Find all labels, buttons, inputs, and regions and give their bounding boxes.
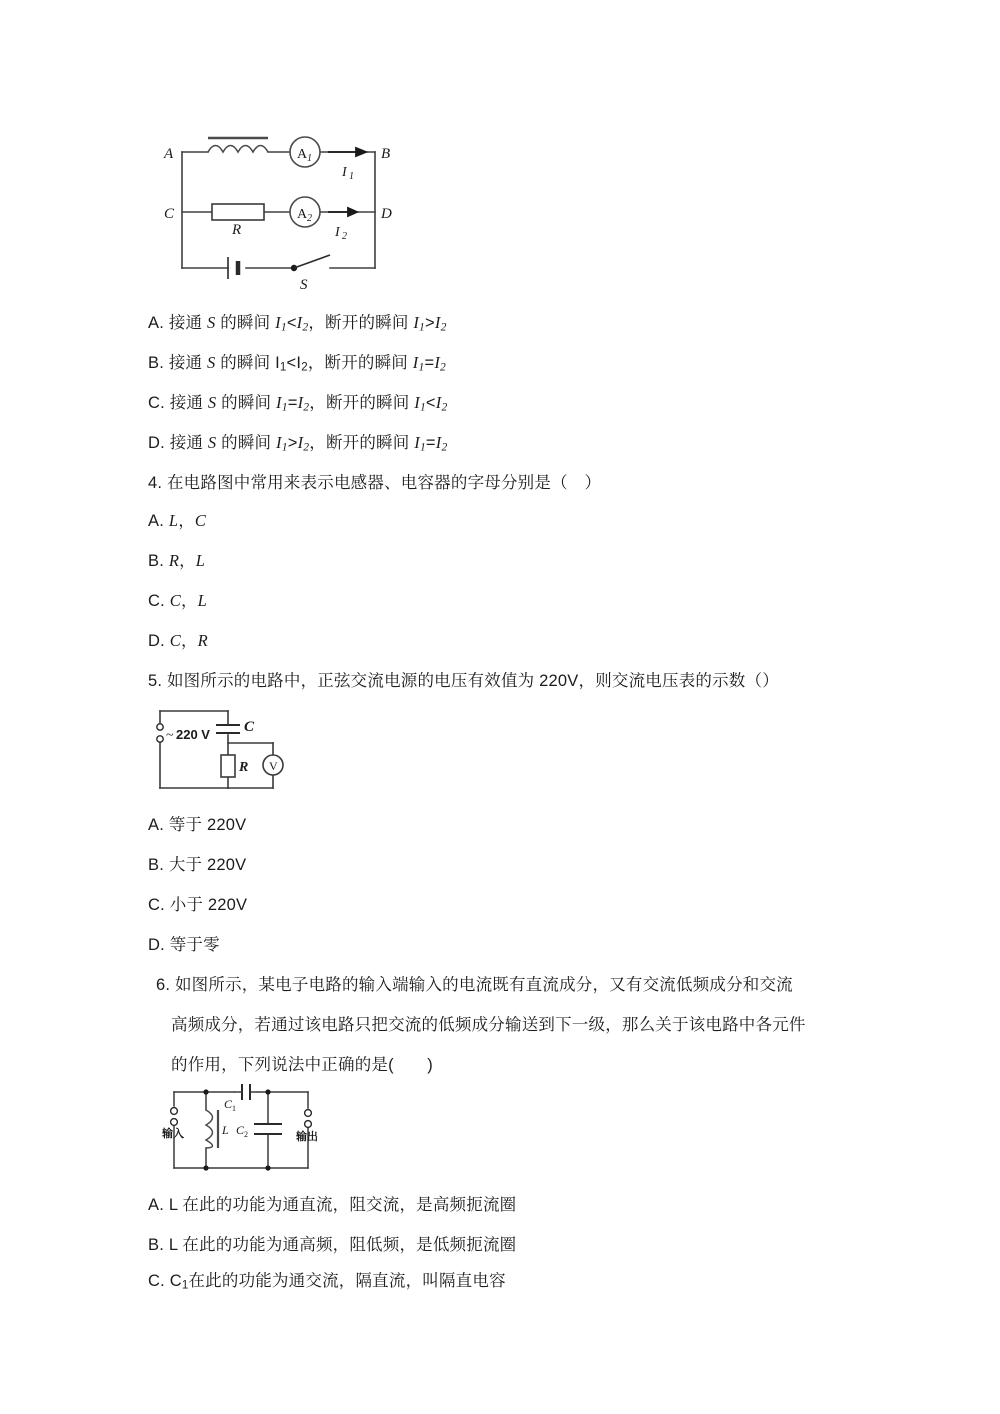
q3-option-b-text2: 的瞬间 [215,354,276,372]
q5-number: 5 [148,672,158,690]
q3-option-d[interactable] [148,430,447,461]
q3-option-a-text1: 接通 [168,314,207,332]
q3-option-a-rel1: < [286,314,297,332]
figure1-label-current1-sub: 1 [349,171,354,182]
q5-option-c-letter: C [148,896,161,914]
q3-option-c-i2a: I [297,393,304,412]
question-4-stem [148,468,601,498]
q3-option-a-i1a: I [275,313,281,332]
q3-option-d-sep: . [160,434,165,452]
q4-option-b-value1: R [168,551,180,570]
q3-option-c-i1b-sub: 1 [419,401,426,414]
figure3-capacitor1-sub: 1 [232,1104,236,1113]
figure3-inductor-label: L [222,1123,229,1137]
q6-option-a[interactable] [148,1192,516,1218]
q3-option-d-i2a: I [297,433,304,452]
figure3-output-label: 输出 [296,1131,318,1143]
q5-option-c-sep: . [160,896,165,914]
q3-option-d-i2b-sub: 2 [441,441,448,454]
q4-option-a-comma: ， [178,512,195,530]
figure-circuit-inductor-resistor [160,128,410,293]
q4-option-d-value1: C [169,631,181,650]
q3-option-c-text3: ，断开的瞬间 [309,394,415,412]
q5-option-a[interactable] [148,812,246,838]
question-6-stem-line-1 [156,970,793,1000]
q3-option-d-i2b: I [435,433,442,452]
figure3-capacitor2-label: C [236,1123,245,1137]
q3-option-d-rel1: > [287,434,298,452]
figure1-label-node-a: A [164,146,174,162]
figure1-label-ammeter1-sub: 1 [307,153,312,164]
figure2-capacitor-label: C [244,719,255,735]
q3-option-d-i2a-sub: 2 [303,441,310,454]
q3-option-b-letter: B [148,354,160,372]
q3-option-b-i1a-sub: 1 [279,361,287,374]
figure2-resistor-label: R [239,760,249,775]
q6-option-b-letter: B [148,1236,160,1254]
q3-option-a-i2b: I [434,313,441,332]
q4-option-d-letter: D [148,632,161,650]
q5-option-a-text: 等于 220V [168,816,247,834]
figure2-ac-symbol: ~ [166,728,174,743]
q4-option-c-value2: L [197,591,208,610]
q3-option-a-text3: ，断开的瞬间 [308,314,414,332]
figure1-label-node-c: C [164,206,175,222]
q5-option-b-sep: . [159,856,165,874]
figure1-label-ammeter1: A [297,147,308,162]
question-5-stem [148,666,779,696]
q3-option-c-i1b: I [414,393,420,412]
q3-option-d-text1: 接通 [169,434,208,452]
q5-sep: . [157,672,163,690]
q4-option-c-comma: ， [180,592,198,610]
q6-option-a-text: L 在此的功能为通直流，阻交流，是高频扼流圈 [168,1196,517,1214]
q3-option-a-sep: . [159,314,165,332]
q6-option-a-sep: . [159,1196,165,1214]
figure1-label-resistor: R [232,222,242,238]
figure1-label-current2-sub: 2 [342,231,347,242]
q5-option-d[interactable] [148,932,220,958]
q4-option-b-comma: ， [179,552,196,570]
q3-option-c-text1: 接通 [169,394,208,412]
q6-sep: . [165,976,171,994]
q3-option-b-text3: ，断开的瞬间 [307,354,413,372]
q3-option-a-i2b-sub: 2 [440,321,447,334]
q4-option-b[interactable] [148,548,205,574]
q5-option-d-sep: . [160,936,165,954]
q3-option-b-i1b: I [412,353,419,372]
q4-option-a-sep: . [159,512,165,530]
q3-option-d-i1b-sub: 1 [419,441,426,454]
q3-option-d-i1a: I [276,433,282,452]
q3-option-c-i1a-sub: 1 [281,401,288,414]
figure1-label-current1: I [342,165,347,180]
figure3-capacitor1-label: C [224,1097,233,1111]
figure2-voltmeter-label: V [269,759,278,773]
question-6-stem-line-3 [171,1050,433,1080]
q4-sep: . [157,474,163,492]
q4-option-b-value2: L [195,551,206,570]
q6-option-a-letter: A [148,1196,160,1214]
q3-option-a-i1b-sub: 1 [419,321,426,334]
q3-option-a-i2a-sub: 2 [302,321,309,334]
q3-option-a-i1a-sub: 1 [280,321,287,334]
q3-option-b-i2a-sub: 2 [301,361,308,374]
q5-stem-text: 如图所示的电路中，正弦交流电源的电压有效值为 220V，则交流电压表的示数（） [166,672,779,690]
figure1-label-ammeter2-sub: 2 [307,213,312,224]
q5-option-b-letter: B [148,856,160,874]
q3-option-c-text2: 的瞬间 [216,394,277,412]
q3-option-c-i2b-sub: 2 [441,401,448,414]
q3-option-c-i2b: I [435,393,442,412]
q3-option-b-i2b-sub: 2 [440,361,447,374]
q3-option-d-rel2: = [425,434,436,452]
q5-option-b[interactable] [148,852,246,878]
figure3-input-label: 输入 [162,1128,184,1140]
q3-option-c[interactable] [148,390,447,421]
q3-option-b-rel1: < [286,354,297,372]
q4-option-b-letter: B [148,552,160,570]
q3-option-d-text2: 的瞬间 [216,434,277,452]
q3-option-c-sep: . [160,394,165,412]
q3-option-b-var-s: S [207,353,216,372]
q6-option-c-text: 在此的功能为通交流，隔直流，叫隔直电容 [188,1272,506,1290]
q5-option-a-letter: A [148,816,160,834]
q5-option-d-text: 等于零 [169,936,220,954]
q4-option-d-comma: ， [180,632,198,650]
q3-option-a-text2: 的瞬间 [215,314,276,332]
q3-option-d-letter: D [148,434,161,452]
figure1-label-switch: S [300,277,308,293]
figure1-label-node-b: B [381,146,391,162]
q3-option-c-var-s: S [207,393,217,412]
q6-option-c-sep: . [160,1272,165,1290]
q4-option-c-letter: C [148,592,161,610]
q5-option-c[interactable] [148,892,247,918]
q3-option-c-letter: C [148,394,161,412]
figure2-source-label: 220 V [176,727,210,742]
q5-option-c-text: 小于 220V [169,896,248,914]
q6-option-c-prefix-sub: 1 [181,1279,189,1292]
q4-option-c-value1: C [169,591,181,610]
q3-option-a-var-s: S [207,313,216,332]
q3-option-d-i1a-sub: 1 [281,441,288,454]
q4-number: 4 [148,474,158,492]
q3-option-b-text1: 接通 [168,354,207,372]
q3-option-c-i1a: I [276,393,282,412]
figure-circuit-rc-voltmeter [148,703,308,798]
q3-option-b-i2a: I [296,354,302,372]
q3-option-d-text3: ，断开的瞬间 [309,434,415,452]
q4-option-a-value1: L [168,511,179,530]
q3-option-a-i2a: I [296,313,303,332]
q6-option-c-letter: C [148,1272,161,1290]
q3-option-b-sep: . [159,354,165,372]
q3-option-b-i1b-sub: 1 [418,361,425,374]
q6-option-c-prefix: C [169,1272,182,1290]
q6-option-b-text: L 在此的功能为通高频，阻低频，是低频扼流圈 [168,1236,517,1254]
q3-option-a-rel2: > [425,314,435,332]
figure3-capacitor2-sub: 2 [244,1130,248,1139]
figure1-label-node-d: D [381,206,392,222]
q3-option-a-letter: A [148,314,160,332]
q6-number: 6 [156,976,166,994]
q4-option-d-value2: R [197,631,208,650]
question-6-stem-line-2 [171,1010,806,1040]
q6-stem-text-3: 的作用，下列说法中正确的是( ) [171,1056,433,1074]
figure1-label-current2: I [335,225,340,240]
q3-option-b-i2b: I [434,353,441,372]
q6-option-c[interactable] [148,1268,506,1299]
q4-option-a-letter: A [148,512,160,530]
q4-option-a-value2: C [194,511,207,530]
q3-option-d-i1b: I [414,433,420,452]
q4-option-d-sep: . [160,632,165,650]
q3-option-b[interactable] [148,350,446,381]
q3-option-c-rel1: = [287,394,298,412]
q4-stem-text: 在电路图中常用来表示电感器、电容器的字母分别是（ ） [166,474,602,492]
q6-stem-text-1: 如图所示，某电子电路的输入端输入的电流既有直流成分，又有交流低频成分和交流 [174,976,793,994]
q3-option-c-rel2: < [425,394,436,412]
q3-option-b-rel2: = [424,354,435,372]
q4-option-c[interactable] [148,588,207,614]
q5-option-a-sep: . [159,816,165,834]
q6-option-b[interactable] [148,1232,516,1258]
q5-option-d-letter: D [148,936,161,954]
q3-option-b-i1a: I [275,354,280,372]
q3-option-a-i1b: I [413,313,420,332]
figure-circuit-lc-filter [160,1082,360,1177]
q3-option-d-var-s: S [207,433,217,452]
q3-option-c-i2a-sub: 2 [303,401,310,414]
q3-option-a[interactable] [148,310,447,341]
q4-option-c-sep: . [160,592,165,610]
q6-stem-text-2: 高频成分，若通过该电路只把交流的低频成分输送到下一级，那么关于该电路中各元件 [171,1016,806,1034]
q4-option-d[interactable] [148,628,208,654]
q4-option-a[interactable] [148,508,206,534]
q5-option-b-text: 大于 220V [168,856,247,874]
q4-option-b-sep: . [159,552,165,570]
q6-option-b-sep: . [159,1236,165,1254]
figure1-label-ammeter2: A [297,207,308,222]
